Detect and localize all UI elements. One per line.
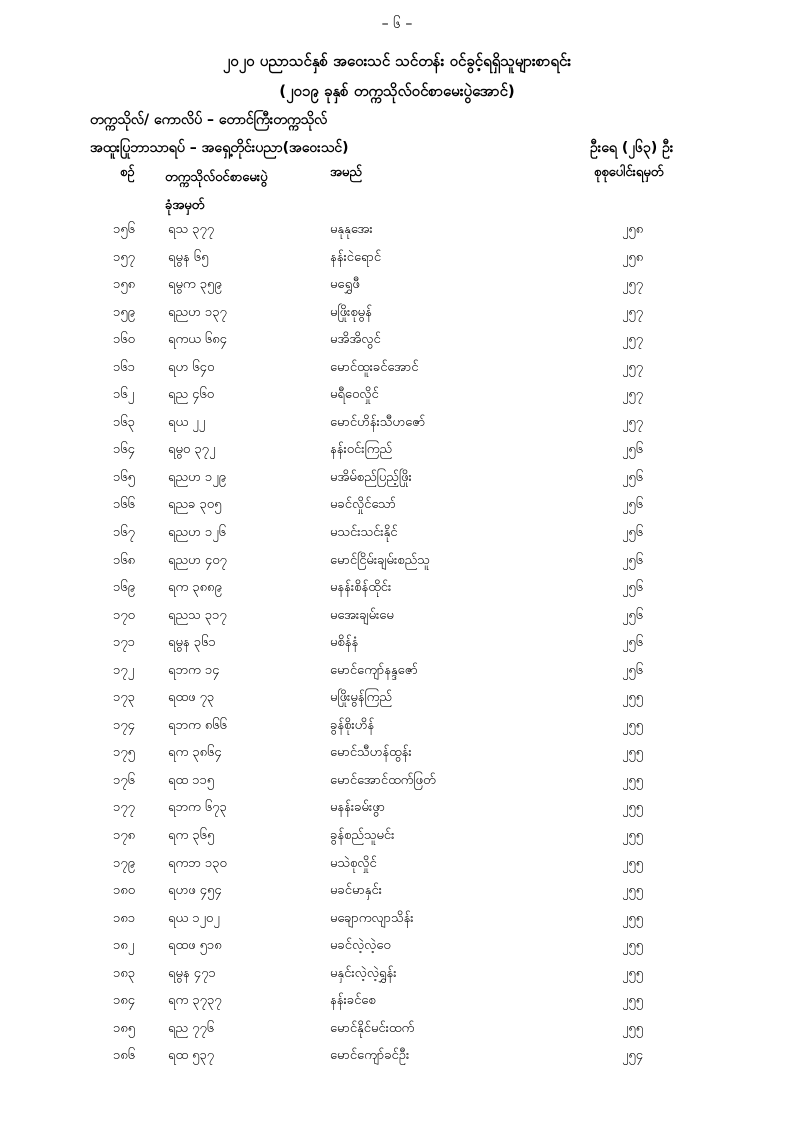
total-marks: ၂၅၆ [622,635,644,651]
serial-number: ၁၅၇ [113,249,135,265]
roll-number: ရက ၃၈၆၄ [168,745,222,761]
total-count-label: ဦးရေ (၂၆၃) ဦး [590,140,674,156]
serial-number: ၁၆၁ [113,359,135,375]
total-marks: ၂၅၇ [622,414,644,430]
total-marks: ၂၅၅ [622,1020,644,1036]
header-total-marks: စုစုပေါင်းရမှတ် [594,165,664,180]
table-row [0,853,794,881]
student-name: မနန်းခမ်းဖွာ [330,800,385,816]
roll-number: ရမွန ၆၅ [168,249,209,265]
table-row [0,577,794,605]
serial-number: ၁၇၆ [113,772,135,788]
student-name: နန်းခင်စေ [330,993,376,1009]
header-roll-line1: တက္ကသိုလ်ဝင်စာမေးပွဲ [165,170,268,185]
header-roll-number [165,164,268,220]
roll-number: ရက ၃၆၅ [168,828,215,844]
serial-number: ၁၆၄ [113,442,135,458]
table-row [0,935,794,963]
table-row [0,1018,794,1046]
total-marks: ၂၅၆ [622,497,644,513]
total-marks: ၂၅၆ [622,607,644,623]
table-row [0,219,794,247]
student-name: မောင်နိုင်မင်းထက် [330,1020,415,1036]
table-row [0,880,794,908]
table-row [0,439,794,467]
total-marks: ၂၅၅ [622,800,644,816]
total-marks: ၂၅၇ [622,332,644,348]
serial-number: ၁၅၆ [113,222,135,237]
roll-number: ရက ၃၇၃၇ [168,993,222,1009]
roll-number: ရကဘ ၁၃၀ [168,855,227,871]
table-row [0,522,794,550]
total-marks: ၂၅၅ [622,910,644,926]
page-number: – ၆ – [381,16,413,32]
roll-number: ရက ၃၈၈၉ [168,580,222,596]
serial-number: ၁၅၈ [113,277,136,293]
student-name: မရွှေဖီ [330,277,360,293]
student-name: မခင်လှိုင်သော် [330,497,396,513]
student-name: မောင်ဟိန်းသီဟဇော် [330,414,426,430]
serial-number: ၁၆၈ [113,552,136,568]
header-serial: စဉ် [120,165,135,180]
table-row [0,632,794,660]
roll-number: ရဘက ၆၇၃ [168,800,227,816]
serial-number: ၁၈၀ [113,883,136,899]
table-row [0,302,794,330]
total-marks: ၂၅၇ [622,359,644,375]
student-name: မချောကလျာသိန်း [330,910,414,926]
header-roll-line2: ခုံအမှတ် [165,198,205,213]
roll-number: ရထဖ ၇၃ [168,690,215,706]
serial-number: ၁၆၉ [113,580,135,596]
table-row [0,825,794,853]
serial-number: ၁၆၇ [113,525,135,541]
total-marks: ၂၅၆ [622,580,644,596]
roll-number: ရမွဝ ၃၇၂ [168,442,216,458]
header-name: အမည် [330,165,362,180]
major-label: အထူးပြုဘာသာရပ် – အရှေ့တိုင်းပညာ(အဝေးသင်) [90,140,349,156]
roll-number: ရမွက ၃၅၉ [168,277,222,293]
roll-number: ရညသ ၃၁၇ [168,607,227,623]
total-marks: ၂၅၇ [622,387,644,403]
serial-number: ၁၇၀ [113,607,135,623]
university-label: တက္ကသိုလ်/ ကောလိပ် – တောင်ကြီးတက္ကသိုလ် [90,112,328,128]
table-row [0,963,794,991]
student-name: မအိမ်စည်ပြည့်ဖြိုး [330,469,412,485]
student-name: နန်းဝင်းကြည် [330,442,393,458]
student-name: ခွန်စည်သူမင်း [330,828,395,844]
student-name: မနုနုအေး [330,222,373,237]
table-row [0,660,794,688]
serial-number: ၁၇၂ [113,662,135,678]
roll-number: ရယ ၂၂ [168,414,205,430]
total-marks: ၂၅၅ [622,717,644,733]
roll-number: ရဘက ၈၆၆ [168,717,227,733]
total-marks: ၂၅၇ [622,277,644,293]
total-marks: ၂၅၆ [622,525,644,541]
total-marks: ၂၅၅ [622,938,644,954]
student-name: မအိအိလွင် [330,332,381,348]
total-marks: ၂၅၅ [622,883,644,899]
roll-number: ရဘက ၁၄ [168,662,220,678]
table-row [0,550,794,578]
serial-number: ၁၈၄ [113,993,136,1009]
table-row [0,357,794,385]
total-marks: ၂၅၅ [622,745,644,761]
roll-number: ရထ ၅၃၇ [168,1048,215,1064]
total-marks: ၂၅၅ [622,965,644,981]
table-row [0,605,794,633]
total-marks: ၂၅၄ [622,1048,644,1064]
student-name: မနန်းစိန်ထိုင်း [330,580,392,596]
serial-number: ၁၅၉ [113,304,135,320]
roll-number: ရယ ၁၂၀၂ [168,910,220,926]
serial-number: ၁၇၅ [113,745,135,761]
roll-number: ရည ၄၆၀ [168,387,215,403]
student-name: မသဲစုလှိုင် [330,855,377,871]
serial-number: ၁၈၅ [113,1020,136,1036]
roll-number: ရည ၇၇၆ [168,1020,215,1036]
roll-number: ရကယ ၆၈၄ [168,332,227,348]
serial-number: ၁၈၂ [113,938,135,954]
total-marks: ၂၅၅ [622,690,644,706]
results-list [0,219,794,1073]
student-name: မအေးချမ်းမေ [330,607,394,623]
student-name: နန်းငဲရောင် [330,249,382,265]
total-marks: ၂၅၅ [622,855,644,871]
student-name: မောင်ထူးခင်အောင် [330,359,419,375]
student-name: မခင်မာနှင်း [330,883,382,899]
table-row [0,770,794,798]
serial-number: ၁၆၅ [113,469,135,485]
serial-number: ၁၆၂ [113,387,135,403]
table-row [0,412,794,440]
serial-number: ၁၆၃ [113,414,135,430]
student-name: မဖြိုးစုမွန် [330,304,372,320]
table-row [0,467,794,495]
document-title: ၂၀၂၀ ပညာသင်နှစ် အဝေးသင် သင်တန်း ဝင်ခွင့်ရရှိသူများစာရင်း [222,52,572,70]
roll-number: ရမွန ၃၆၁ [168,635,216,651]
student-name: မနှင်းလဲ့လဲ့ရွှန်း [330,965,397,981]
serial-number: ၁၇၁ [113,635,135,651]
total-marks: ၂၅၅ [622,772,644,788]
total-marks: ၂၅၈ [622,249,644,265]
student-name: ခွန်စိုးဟိန် [330,717,375,733]
roll-number: ရမွန ၄၇၁ [168,965,216,981]
student-name: မောင်ကျော်ခင်ဦး [330,1048,410,1064]
serial-number: ၁၇၃ [113,690,135,706]
table-row [0,384,794,412]
serial-number: ၁၇၈ [113,828,136,844]
roll-number: ရညဟ ၁၃၇ [168,304,227,320]
document-subtitle: (၂၀၁၉ ခုနှစ် တက္ကသိုလ်ဝင်စာမေးပွဲအောင်) [279,82,515,100]
table-row [0,715,794,743]
student-name: မစိန်နံ [330,635,359,651]
table-row [0,990,794,1018]
roll-number: ရထ ၁၁၅ [168,772,215,788]
roll-number: ရညဟ ၄၀၇ [168,552,227,568]
student-name: မောင်သီဟန်ထွန်း [330,745,412,761]
table-row [0,247,794,275]
serial-number: ၁၇၉ [113,855,135,871]
table-row [0,687,794,715]
total-marks: ၂၅၇ [622,304,644,320]
roll-number: ရညဟ ၁၂၆ [168,525,226,541]
roll-number: ရသ ၃၇၇ [168,222,215,237]
table-row [0,797,794,825]
table-row [0,908,794,936]
student-name: မဖြိုးမွန်ကြည် [330,690,392,706]
total-marks: ၂၅၅ [622,993,644,1009]
table-row [0,274,794,302]
serial-number: ၁၆၀ [113,332,135,348]
total-marks: ၂၅၆ [622,552,644,568]
table-row [0,329,794,357]
total-marks: ၂၅၈ [622,222,644,237]
roll-number: ရဟ ၆၄၀ [168,359,215,375]
roll-number: ရညခ ၃၀၅ [168,497,222,513]
serial-number: ၁၇၇ [113,800,135,816]
serial-number: ၁၈၁ [113,910,136,926]
table-row [0,1045,794,1073]
student-name: မခင်လဲ့လဲ့ဝေ [330,938,391,954]
roll-number: ရညဟ ၁၂၉ [168,469,226,485]
serial-number: ၁၆၆ [113,497,135,513]
total-marks: ၂၅၆ [622,469,644,485]
student-name: မသင်းသင်းနိုင် [330,525,398,541]
total-marks: ၂၅၅ [622,828,644,844]
table-row [0,494,794,522]
serial-number: ၁၈၃ [113,965,136,981]
student-name: မောင်ကျော်နန္ဒဇော် [330,662,418,678]
total-marks: ၂၅၆ [622,662,644,678]
serial-number: ၁၇၄ [113,717,135,733]
student-name: မောင်ငြိမ်းချမ်းစည်သူ [330,552,430,568]
roll-number: ရထဖ ၅၁၈ [168,938,222,954]
roll-number: ရဟဖ ၄၅၄ [168,883,222,899]
serial-number: ၁၈၆ [113,1048,136,1064]
table-row [0,742,794,770]
student-name: မောင်အောင်ထက်ဖြတ် [330,772,436,788]
student-name: မရီဝေလှိုင် [330,387,379,403]
total-marks: ၂၅၆ [622,442,644,458]
